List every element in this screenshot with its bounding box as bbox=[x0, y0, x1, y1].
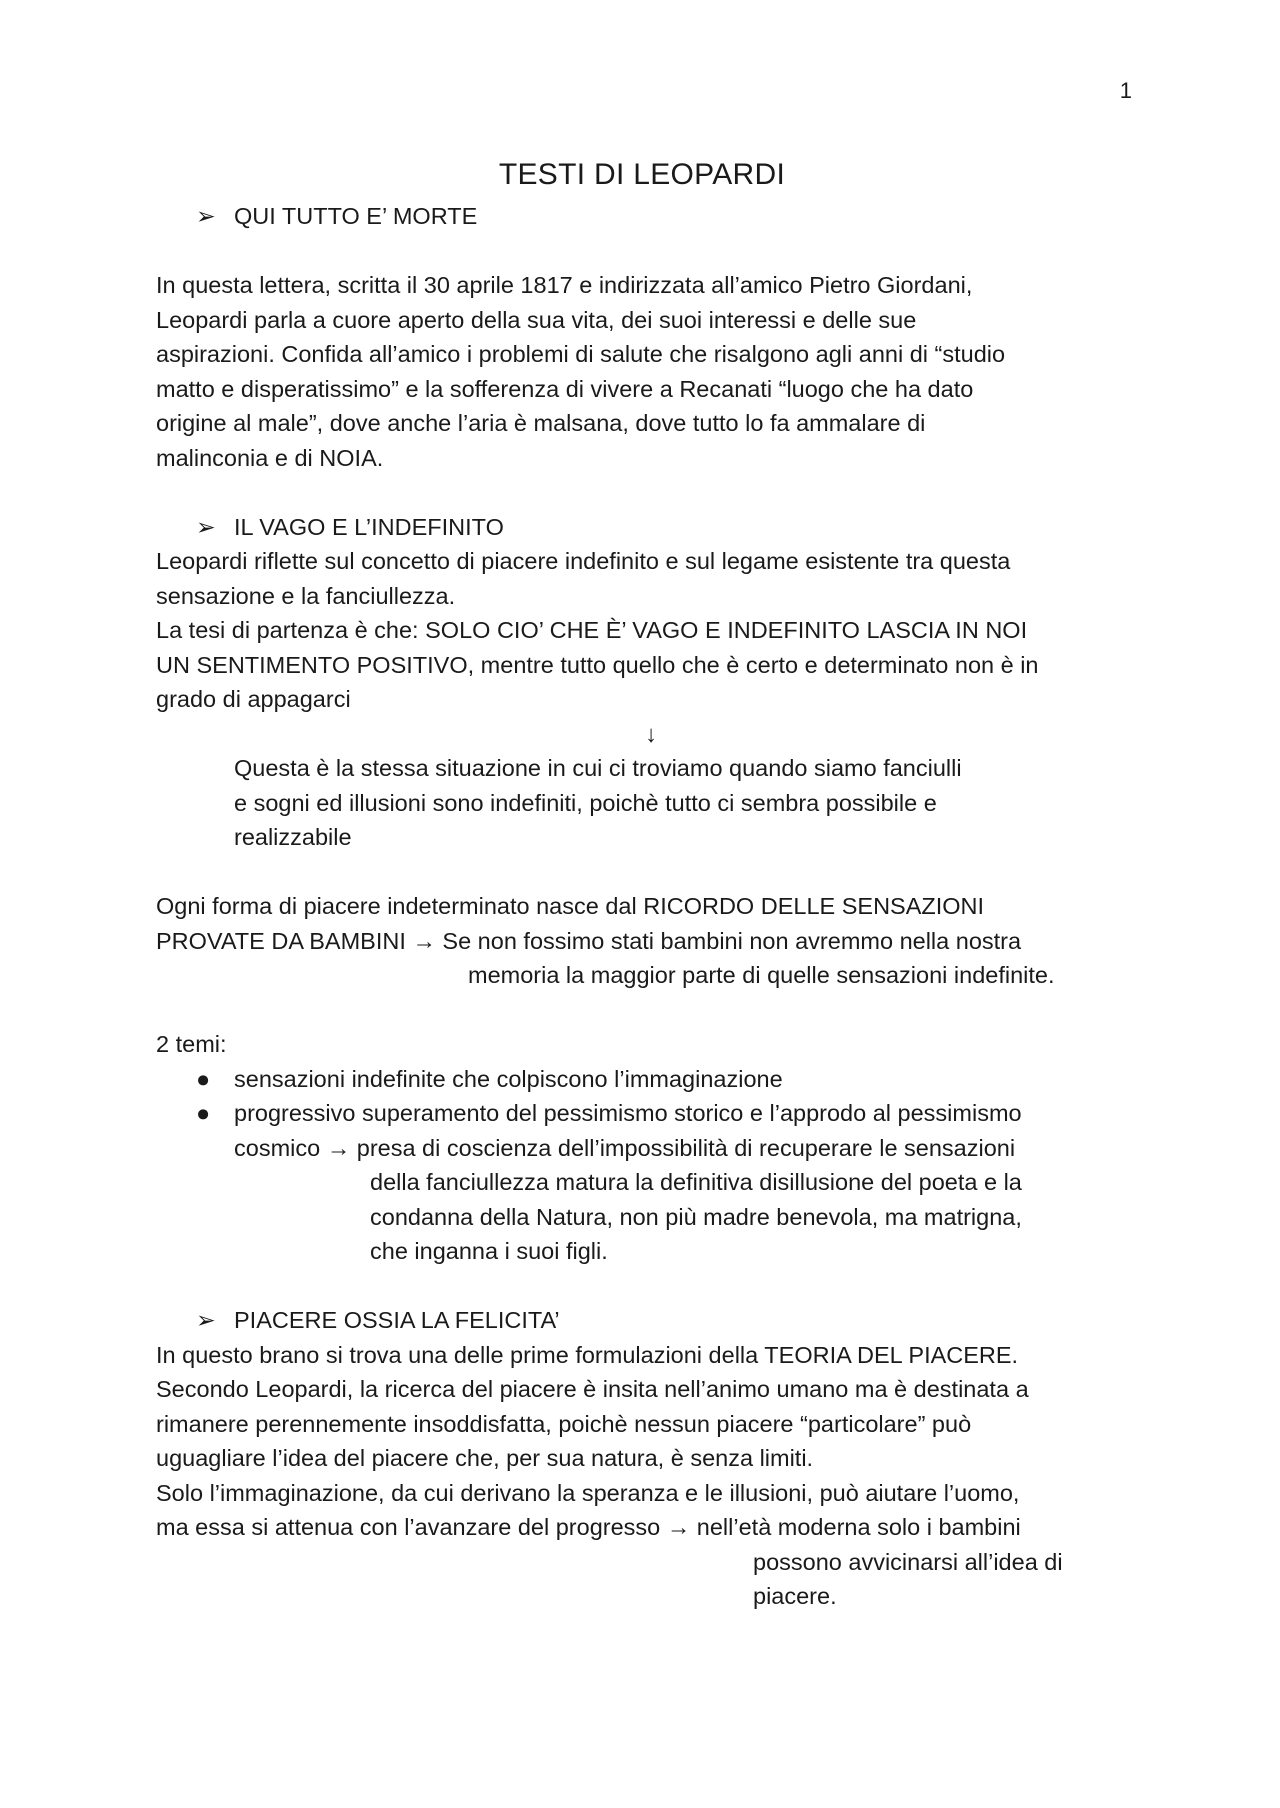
section-heading-vago bbox=[156, 510, 1146, 545]
page-title: TESTI DI LEOPARDI bbox=[498, 158, 786, 191]
section-heading-text: PIACERE OSSIA LA FELICITA’ bbox=[234, 1307, 560, 1333]
section-heading-piacere bbox=[156, 1303, 1146, 1338]
continuation-line: condanna della Natura, non più madre benevola, ma matrigna, bbox=[370, 1203, 1022, 1230]
paragraph-line: Solo l’immaginazione, da cui derivano la speranza e le illusioni, può aiutare l’uomo, bbox=[156, 1479, 1020, 1506]
paragraph-line: PROVATE DA BAMBINI → Se non fossimo stati bambini non avremmo nella nostra bbox=[156, 927, 1022, 954]
section-heading-text: IL VAGO E L’INDEFINITO bbox=[234, 513, 504, 540]
arrowhead-bullet-icon: ➢ bbox=[196, 1307, 216, 1333]
continuation-line: memoria la maggior parte di quelle sensazioni indefinite. bbox=[468, 962, 1055, 988]
list-item-line: cosmico → presa di coscienza dell’impossibilità di recuperare le sensazioni bbox=[234, 1134, 1016, 1161]
arrowhead-bullet-icon: ➢ bbox=[196, 513, 216, 540]
bullet-dot-icon: ● bbox=[196, 1100, 211, 1126]
paragraph-line: La tesi di partenza è che: SOLO CIO’ CHE È’ VAGO E INDEFINITO LASCIA IN NOI bbox=[156, 617, 1028, 643]
paragraph-line: In questo brano si trova una delle prime formulazioni della TEORIA DEL PIACERE. bbox=[156, 1341, 1019, 1368]
paragraph-line: Leopardi riflette sul concetto di piacere indefinito e sul legame esistente tra questa bbox=[156, 548, 1011, 574]
paragraph-line: origine al male”, dove anche l’aria è malsana, dove tutto lo fa ammalare di bbox=[156, 410, 926, 436]
list-item bbox=[156, 1096, 1146, 1131]
paragraph-line: aspirazioni. Confida all’amico i problemi di salute che risalgono agli anni di “studio bbox=[156, 341, 1006, 367]
paragraph-line: uguagliare l’idea del piacere che, per sua natura, è senza limiti. bbox=[156, 1445, 814, 1471]
paragraph-line: In questa lettera, scritta il 30 aprile 1817 e indirizzata all’amico Pietro Giordani, bbox=[156, 272, 973, 298]
paragraph-line: ma essa si attenua con l’avanzare del progresso → nell’età moderna solo i bambini bbox=[156, 1514, 1021, 1540]
indented-line: e sogni ed illusioni sono indefiniti, poichè tutto ci sembra possibile e bbox=[234, 789, 937, 816]
bullet-dot-icon: ● bbox=[196, 1065, 211, 1092]
continuation-line: possono avvicinarsi all’idea di bbox=[753, 1548, 1063, 1575]
page-number: 1 bbox=[1119, 78, 1132, 103]
continuation-line: della fanciullezza matura la definitiva disillusione del poeta e la bbox=[370, 1169, 1022, 1195]
indented-line: Questa è la stessa situazione in cui ci troviamo quando siamo fanciulli bbox=[234, 755, 962, 781]
section-heading-qui-tutto bbox=[156, 199, 1146, 234]
continuation-line: piacere. bbox=[753, 1583, 837, 1609]
themes-label: 2 temi: bbox=[156, 1031, 227, 1057]
continuation-line: che inganna i suoi figli. bbox=[370, 1238, 608, 1264]
paragraph-line: grado di appagarci bbox=[156, 686, 351, 712]
paragraph-line: malinconia e di NOIA. bbox=[156, 444, 384, 471]
paragraph-line: rimanere perennemente insoddisfatta, poichè nessun piacere “particolare” può bbox=[156, 1410, 972, 1437]
paragraph-line: Secondo Leopardi, la ricerca del piacere è insita nell’animo umano ma è destinata a bbox=[156, 1376, 1029, 1402]
section-heading-text: QUI TUTTO E’ MORTE bbox=[234, 203, 478, 229]
document-body bbox=[156, 199, 1146, 1614]
list-item bbox=[156, 1062, 1146, 1097]
indented-line: realizzabile bbox=[234, 824, 352, 850]
paragraph-line: Leopardi parla a cuore aperto della sua vita, dei suoi interessi e delle sue bbox=[156, 306, 917, 333]
paragraph-line: sensazione e la fanciullezza. bbox=[156, 582, 456, 609]
list-item-text: progressivo superamento del pessimismo storico e l’approdo al pessimismo bbox=[234, 1100, 1022, 1126]
paragraph-line: matto e disperatissimo” e la sofferenza di vivere a Recanati “luogo che ha dato bbox=[156, 375, 974, 402]
paragraph-line: UN SENTIMENTO POSITIVO, mentre tutto quello che è certo e determinato non è in bbox=[156, 651, 1039, 678]
list-item-text: sensazioni indefinite che colpiscono l’immaginazione bbox=[234, 1065, 783, 1092]
arrowhead-bullet-icon: ➢ bbox=[196, 203, 216, 229]
paragraph-line: Ogni forma di piacere indeterminato nasce dal RICORDO DELLE SENSAZIONI bbox=[156, 893, 985, 919]
down-arrow-icon: ↓ bbox=[645, 720, 657, 747]
